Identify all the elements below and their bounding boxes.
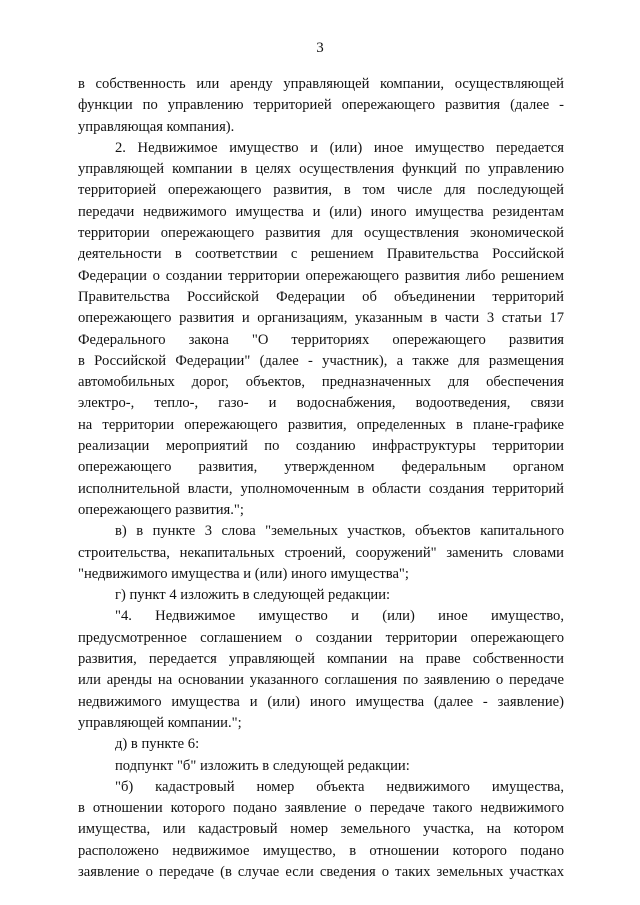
text-line: опережающего развития и организациям, указанным в части 3 статьи 17 <box>78 310 564 327</box>
text-line: в) в пункте 3 слова "земельных участков, объектов капитального <box>115 523 564 540</box>
text-line: расположено недвижимое имущество, в отношении которого подано <box>78 842 564 859</box>
text-line: деятельности в соответствии с решением Правительства Российской <box>78 246 564 263</box>
text-line: Федерального закона "О территориях опережающего развития <box>78 331 564 348</box>
text-line: автомобильных дорог, объектов, предназначенных для обеспечения <box>78 374 564 391</box>
text-line: Правительства Российской Федерации об объединении территорий <box>78 288 564 305</box>
text-line: развития, передается управляющей компании на праве собственности <box>78 651 564 668</box>
text-line: заявление о передаче (в случае если сведения о таких земельных участках <box>78 863 564 880</box>
text-line: "б) кадастровый номер объекта недвижимого имущества, <box>115 778 564 795</box>
text-line: территорией опережающего развития, в том числе для последующей <box>78 182 564 199</box>
text-line: "4. Недвижимое имущество и (или) иное имущество, <box>115 608 564 625</box>
text-line: имущества, или кадастровый номер земельного участка, на котором <box>78 821 564 838</box>
text-line: г) пункт 4 изложить в следующей редакции: <box>115 587 391 604</box>
text-line: Федерации о создании территории опережающего развития либо решением <box>78 267 564 284</box>
text-line: территории опережающего развития для осуществления экономической <box>78 225 564 242</box>
text-line: д) в пункте 6: <box>115 736 200 753</box>
text-line: опережающего развития, утвержденном федеральным органом <box>78 459 564 476</box>
text-line: функции по управлению территорией опережающего развития (далее - <box>78 97 564 114</box>
text-line: 2. Недвижимое имущество и (или) иное имущество передается <box>115 139 564 156</box>
text-line: подпункт "б" изложить в следующей редакции: <box>115 757 410 774</box>
text-line: "недвижимого имущества и (или) иного имущества"; <box>78 565 409 582</box>
text-line: исполнительной власти, уполномоченным в области создания территорий <box>78 480 564 497</box>
text-line: опережающего развития."; <box>78 501 244 518</box>
text-line: в Российской Федерации" (далее - участник), а также для размещения <box>78 352 564 369</box>
text-line: на территории опережающего развития, определенных в плане-графике <box>78 416 564 433</box>
document-body <box>78 74 564 883</box>
text-line: передачи недвижимого имущества и (или) иного имущества резидентам <box>78 203 564 220</box>
text-line: управляющая компания). <box>78 118 235 135</box>
text-line: в отношении которого подано заявление о передаче такого недвижимого <box>78 800 564 817</box>
text-line: строительства, некапитальных строений, сооружений" заменить словами <box>78 544 564 561</box>
text-line: управляющей компании в целях осуществления функций по управлению <box>78 161 564 178</box>
text-line: реализации мероприятий по созданию инфраструктуры территории <box>78 438 564 455</box>
text-line: или аренды на основании указанного соглашения по заявлению о передаче <box>78 672 564 689</box>
page-number: 3 <box>316 40 324 56</box>
text-line: электро-, тепло-, газо- и водоснабжения, водоотведения, связи <box>78 395 564 412</box>
text-line: управляющей компании."; <box>78 714 242 731</box>
text-line: в собственность или аренду управляющей компании, осуществляющей <box>78 76 564 92</box>
text-line: недвижимого имущества и (или) иного имущества (далее - заявление) <box>78 693 564 710</box>
text-line: предусмотренное соглашением о создании территории опережающего <box>78 629 564 646</box>
